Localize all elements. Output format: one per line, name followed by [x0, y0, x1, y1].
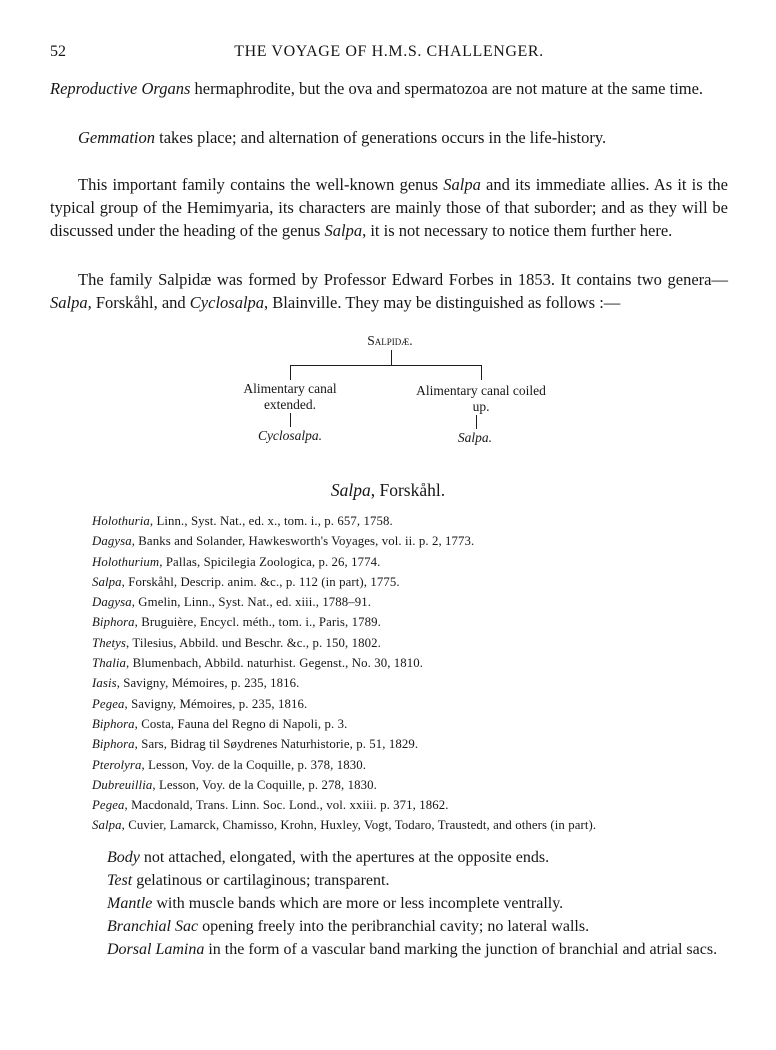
- genus-characters: [107, 846, 729, 961]
- diagram-left-stem: [290, 413, 291, 427]
- synonym-reference: , Lesson, Voy. de la Coquille, p. 278, 1830.: [152, 777, 377, 792]
- synonym-reference: , Cuvier, Lamarck, Chamisso, Krohn, Huxley, Vogt, Todaro, Traustedt, and others (in part).: [121, 818, 597, 833]
- synonym-name: Pegea: [92, 798, 125, 813]
- synonym-entry: [92, 531, 752, 551]
- character-entry: [107, 938, 729, 961]
- synonym-name: Holothurium: [92, 554, 160, 569]
- diagram-left-drop: [290, 365, 291, 380]
- diagram-root-stem: [391, 350, 392, 365]
- synonym-reference: , Bruguière, Encycl. méth., tom. i., Paris, 1789.: [134, 615, 381, 630]
- genus-heading: [0, 480, 776, 501]
- text-run: and its immediate allies. As it is the typical group of the Hemimyaria, its characters are mainly those of that suborder; and as they will be discussed under the heading of the genus: [50, 175, 728, 240]
- synonym-name: Pterolyra: [92, 757, 142, 772]
- synonym-reference: , Macdonald, Trans. Linn. Soc. Lond., vol. xxiii. p. 371, 1862.: [124, 798, 449, 813]
- diagram-left-genus: Cyclosalpa.: [257, 428, 323, 443]
- genus-name: Cyclosalpa: [189, 293, 265, 312]
- synonym-entry: [92, 592, 752, 612]
- genus-heading-authority: , Forskåhl.: [370, 480, 446, 500]
- synonym-entry: [92, 714, 752, 734]
- text-run: , it is not necessary to notice them further here.: [362, 221, 673, 240]
- page-number: 52: [50, 43, 66, 60]
- text-run: The family Salpidæ was formed by Professor Edward Forbes in 1853. It contains two genera—: [78, 270, 728, 289]
- synonym-name: Biphora: [92, 737, 135, 752]
- synonym-name: Salpa: [92, 818, 122, 833]
- synonym-name: Biphora: [92, 615, 135, 630]
- synonym-entry: [92, 673, 752, 693]
- description: hermaphrodite, but the ova and spermatozoa are not mature at the same time.: [190, 79, 704, 98]
- synonym-entry: [92, 511, 752, 531]
- synonym-entry: [92, 815, 752, 835]
- diagram-right-branch-label: Alimentary canal coiled up.: [416, 383, 546, 414]
- synonymy-list: [92, 511, 752, 836]
- synonym-name: Dagysa: [92, 534, 132, 549]
- character-term: Test: [107, 872, 133, 889]
- synonym-name: Dagysa: [92, 595, 132, 610]
- synonym-entry: [92, 612, 752, 632]
- synonym-reference: , Savigny, Mémoires, p. 235, 1816.: [116, 676, 300, 691]
- synonym-reference: , Tilesius, Abbild. und Beschr. &c., p. 150, 1802.: [126, 635, 381, 650]
- text-run: This important family contains the well-known genus: [78, 175, 444, 194]
- description: takes place; and alternation of generations occurs in the life-history.: [155, 128, 607, 147]
- genus-name: Salpa: [50, 293, 88, 312]
- diagram-right-drop: [481, 365, 482, 380]
- synonym-entry: [92, 552, 752, 572]
- synonym-reference: , Blumenbach, Abbild. naturhist. Gegenst., No. 30, 1810.: [126, 656, 424, 671]
- character-entry: [107, 892, 729, 915]
- diagram-right-genus: Salpa.: [457, 430, 493, 445]
- synonym-reference: , Pallas, Spicilegia Zoologica, p. 26, 1774.: [159, 554, 381, 569]
- character-term: Branchial Sac: [107, 918, 199, 935]
- character-text: not attached, elongated, with the apertures at the opposite ends.: [139, 849, 550, 866]
- genus-name: Salpa: [324, 221, 363, 240]
- synonym-reference: , Forskåhl, Descrip. anim. &c., p. 112 (in part), 1775.: [121, 574, 400, 589]
- character-term: Dorsal Lamina: [107, 941, 205, 958]
- synonym-entry: [92, 572, 752, 592]
- synonym-name: Pegea: [92, 696, 125, 711]
- character-text: gelatinous or cartilaginous; transparent.: [132, 872, 390, 889]
- synonym-name: Biphora: [92, 716, 135, 731]
- synonym-entry: [92, 633, 752, 653]
- synonym-entry: [92, 694, 752, 714]
- character-entry: [107, 869, 729, 892]
- synonym-entry: [92, 734, 752, 754]
- synonym-reference: , Linn., Syst. Nat., ed. x., tom. i., p. 657, 1758.: [149, 514, 393, 528]
- character-entry: [107, 846, 729, 869]
- diagram-crossbar: [290, 365, 482, 366]
- synonym-reference: , Lesson, Voy. de la Coquille, p. 378, 1830.: [141, 757, 367, 772]
- term: Gemmation: [78, 128, 155, 147]
- character-entry: [107, 915, 729, 938]
- synonym-entry: [92, 755, 752, 775]
- running-title: THE VOYAGE OF H.M.S. CHALLENGER.: [234, 43, 544, 60]
- synonym-entry: [92, 775, 752, 795]
- synonym-name: Thetys: [92, 635, 127, 650]
- synonym-reference: , Gmelin, Linn., Syst. Nat., ed. xiii., 1788–91.: [131, 595, 372, 610]
- synonym-reference: , Banks and Solander, Hawkesworth's Voyages, vol. ii. p. 2, 1773.: [131, 534, 475, 549]
- synonym-name: Holothuria: [92, 514, 150, 528]
- synonym-reference: , Savigny, Mémoires, p. 235, 1816.: [124, 696, 308, 711]
- synonym-entry: [92, 653, 752, 673]
- genus-name: Salpa: [443, 175, 481, 194]
- synonym-name: Dubreuillia: [92, 777, 153, 792]
- classification-diagram: [0, 0, 776, 460]
- synonym-reference: , Sars, Bidrag til Søydrenes Naturhistorie, p. 51, 1829.: [134, 737, 419, 752]
- diagram-left-branch-label: Alimentary canal extended.: [243, 381, 337, 412]
- character-term: Mantle: [107, 895, 153, 912]
- character-text: opening freely into the peribranchial cavity; no lateral walls.: [198, 918, 590, 935]
- diagram-root-label: Salpidæ.: [367, 333, 413, 348]
- synonym-name: Thalia: [92, 656, 127, 671]
- character-text: in the form of a vascular band marking the junction of branchial and atrial sacs.: [204, 941, 718, 958]
- character-text: with muscle bands which are more or less incomplete ventrally.: [152, 895, 564, 912]
- text-run: , Blainville. They may be distinguished as follows :—: [264, 293, 621, 312]
- text-run: , Forskåhl, and: [87, 293, 190, 312]
- synonym-name: Iasis: [92, 676, 117, 691]
- diagram-right-stem: [476, 415, 477, 429]
- character-term: Body: [107, 849, 140, 866]
- genus-heading-name: Salpa: [330, 480, 371, 500]
- term: Reproductive Organs: [50, 79, 191, 98]
- synonym-name: Salpa: [92, 574, 122, 589]
- synonym-reference: , Costa, Fauna del Regno di Napoli, p. 3.: [134, 716, 348, 731]
- synonym-entry: [92, 795, 752, 815]
